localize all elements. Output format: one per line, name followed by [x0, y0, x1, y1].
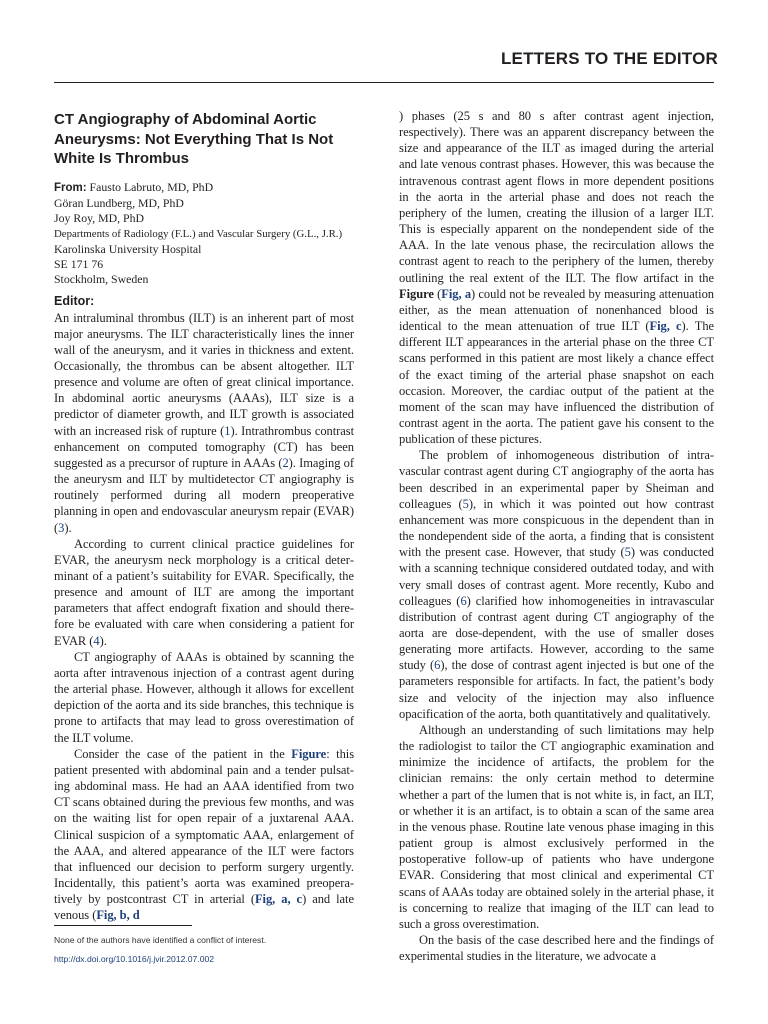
reference-link[interactable]: 4	[93, 633, 100, 648]
figure-link[interactable]: Fig, c	[649, 319, 682, 334]
left-column	[54, 110, 354, 923]
article-title: CT Angiography of Abdominal Aortic Aneurysms: Not Everything That Is Not White Is Thrombus	[54, 111, 334, 167]
reference-link[interactable]: 3	[58, 520, 65, 535]
footnote-rule	[54, 925, 192, 926]
reference-link[interactable]: 6	[434, 658, 441, 673]
figure-mention: Figure	[399, 286, 434, 301]
paragraph-4-continued: ) phases (25 s and 80 s after contrast agent injection, respectively). There was an apparent discrepancy between the size and appearance of the ILT as imaged during the arterial and late venous contrast phases. However, this was because the intravenous contrast agent flows in more dependent positions in the aorta in the arterial phase and does not reach the periphery of the lumen, creating the illusion of a larger ILT. This is especially apparent on the nondependent side of the AAA. In the late venous phase, the recirculation allows the contrast agent to reach to the periphery of the lumen, thereby outlining the real extent of the ILT. The flow artifact in the Figure (Fig, a) could not be revealed by measuring attenuation either, as the mean attenuation of nonenhanced blood is identical to the mean attenuation of true ILT (Fig, c). The different ILT appearances in the arterial phase on the three CT scans performed in this patient are most likely a chance effect of the exact timing of the arterial phase snapshot on each occasion. Moreover, the cardiac output of the patient at the moment of the scan may have influenced the distribution of contrast agent in the aorta. The patient gave his consent to the publication of these pictures.	[399, 109, 715, 447]
figure-link[interactable]: Fig, b, d	[96, 908, 140, 923]
reference-link[interactable]: 1	[224, 423, 231, 438]
paragraph-1: An intraluminal thrombus (ILT) is an inherent part of most major aneurysms. The ILT characteristically lines the inner wall of the aneurysm, and it varies in thickness and extent. Occasionally, the thrombus can be absent altogether. ILT presence and volume are often of great clinical importance. In abdominal aortic aneurysms (AAAs), ILT size is a predictor of diameter growth, and ILT growth is associated with an increased risk of rupture (1). Intrathrombus contrast enhancement on computed tomography (CT) has been suggested as a precursor of rupture in AAAs (2). Imaging of the aneurysm and ILT by multidetector CT angiography is routinely performed during all modern preoperative planning in open and endovascular aneurysm repair (EVAR) (3).	[54, 310, 354, 535]
reference-link[interactable]: 2	[282, 455, 289, 470]
affiliation-postcode: SE 171 76	[54, 256, 104, 271]
byline	[54, 180, 354, 287]
conflict-footnote: None of the authors have identified a conflict of interest.	[54, 935, 267, 945]
figure-link[interactable]: Fig, a	[441, 286, 472, 301]
paragraph-6: Although an understanding of such limitations may help the radiologist to tailor the CT angiographic examination and minimize the incidence of artifacts, the problem for the clinician remains: the only certain method to determine whether a part of the lumen that is not white is, in fact, an ILT, or whether it is an artifact, is to obtain a scan of the same area in the venous phase. Routine late venous phase imaging in this patient group is almost exclusively performed in the postoperative follow-up of patients who have undergone EVAR. Considering that most clinical and experimental CT scans of AAAs today are obtained solely in the arterial phase, it is concerning to realize that imaging of the ILT can lead to such a gross overestimation.	[399, 722, 714, 931]
right-column	[399, 108, 714, 964]
affiliation-dept: Departments of Radiology (F.L.) and Vascular Surgery (G.L., J.R.)	[54, 227, 343, 240]
figure-link[interactable]: Figure	[291, 746, 327, 761]
author-3: Joy Roy, MD, PhD	[54, 210, 145, 225]
author-1: Fausto Labruto, MD, PhD	[89, 179, 214, 194]
header-rule	[54, 82, 714, 83]
salutation: Editor:	[54, 293, 95, 308]
paragraph-5: The problem of inhomogeneous distribution of intravascular contrast agent during CT angiography of the aorta has been described in an experimental paper by Sheiman and colleagues (5), in which it was pointed out how contrast enhancement was more conspicuous in the dependent than in the nondependent side of the aorta, a finding that is consistent with the present case. However, that study (5) was conducted with a scanning technique considered outdated today, and with very small doses of contrast agent. More recently, Kubo and colleagues (6) clarified how inhomogeneities in intravascular distribution of contrast agent during CT angiography of the aorta are dose-dependent, with the use of smaller doses generating more artifacts. However, according to the same study (6), the dose of contrast agent injected is but one of the parameters responsible for artifacts. In fact, the patient’s body size and velocity of the injection may also influence opacification of the aorta, both quantitatively and qualitatively.	[399, 448, 715, 721]
paragraph-3: CT angiography of AAAs is obtained by scanning the aorta after intravenous injection of a contrast agent during the arterial phase. However, although it allows for excellent depiction of the aorta and its side branches, this technique is prone to artifacts that may lead to gross overestimation of the ILT volume.	[54, 649, 354, 745]
section-header: LETTERS TO THE EDITOR	[500, 49, 718, 68]
reference-link[interactable]: 6	[460, 593, 467, 608]
from-label: From:	[54, 181, 87, 194]
reference-link[interactable]: 5	[462, 496, 469, 511]
doi-link[interactable]: http://dx.doi.org/10.1016/j.jvir.2012.07.002	[54, 954, 215, 964]
paragraph-2: According to current clinical practice guidelines for EVAR, the aneurysm neck morphology is a critical determinant of a patient’s suitability for EVAR. Specifically, the presence and amount of ILT are among the important parameters that affect endograft fixation and should therefore be evaluated with care when considering a patient for EVAR (4).	[54, 536, 354, 648]
paragraph-7: On the basis of the case described here and the findings of experimental studies in the literature, we advocate a	[399, 932, 714, 964]
reference-link[interactable]: 5	[624, 545, 631, 560]
affiliation-hospital: Karolinska University Hospital	[54, 241, 202, 256]
figure-link[interactable]: Fig, a, c	[254, 892, 303, 907]
author-2: Göran Lundberg, MD, PhD	[54, 195, 184, 210]
affiliation-city: Stockholm, Sweden	[54, 271, 149, 286]
paragraph-4: Consider the case of the patient in the Figure: this patient presented with abdominal pain and a tender pulsating abdominal mass. He had an AAA identified from two CT scans obtained during the previous few months, and was on the waiting list for open repair of a juxtarenal AAA. Clinical suspicion of a symptomatic AAA, enlargement of the AAA, and altered appearance of the ILT were factors that influenced our decision to perform surgery urgently. Incidentally, this patient’s aorta was examined preoperatively by postcontrast CT in arterial (Fig, a, c) and late venous (Fig, b, d	[54, 746, 355, 923]
